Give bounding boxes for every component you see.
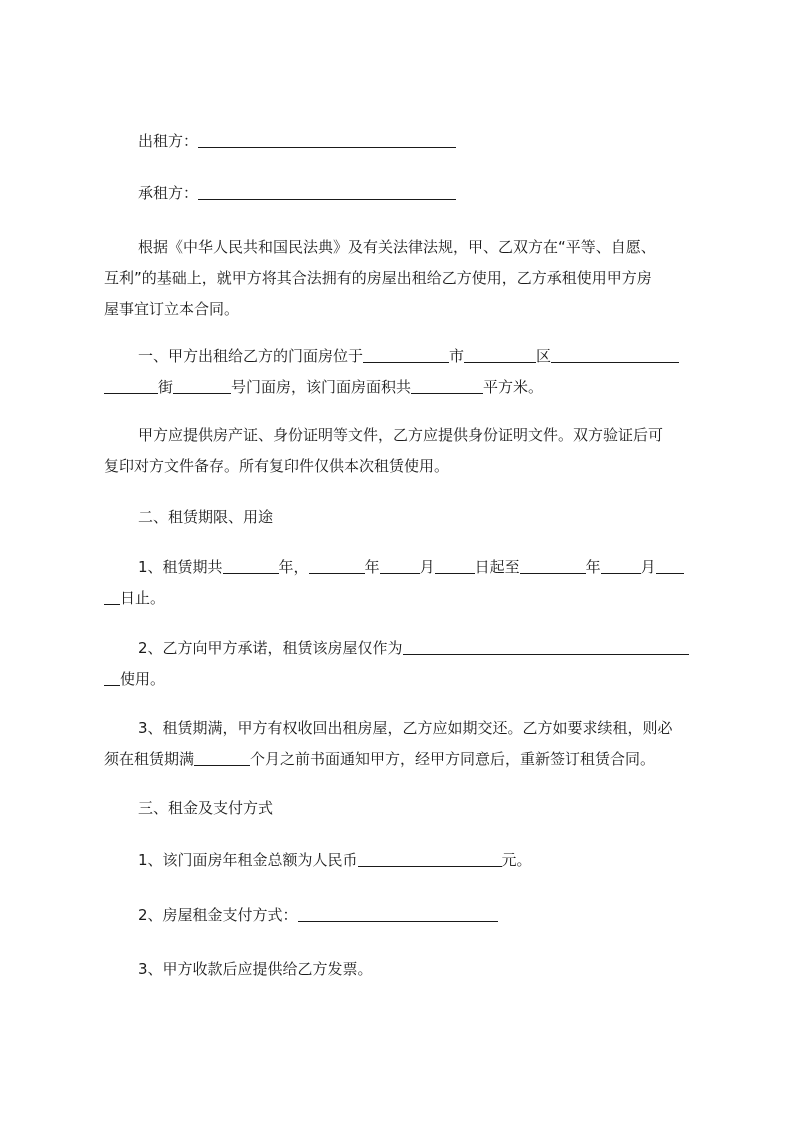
preamble-line: 根据《中华人民共和国民法典》及有关法律法规，甲、乙双方在“平等、自愿、 bbox=[138, 238, 656, 256]
street-blank[interactable] bbox=[551, 345, 679, 363]
term-line-1 bbox=[104, 552, 704, 583]
start-year-blank[interactable] bbox=[309, 556, 365, 574]
usage-blank[interactable] bbox=[403, 637, 689, 655]
start-day-blank[interactable] bbox=[435, 556, 475, 574]
payment-method-blank[interactable] bbox=[298, 904, 498, 922]
location-line-1 bbox=[104, 341, 704, 372]
lessee-label: 承租方： bbox=[138, 184, 199, 202]
area-blank[interactable] bbox=[411, 376, 483, 394]
district-blank[interactable] bbox=[464, 345, 536, 363]
location-heading-text: 一、甲方出租给乙方的门面房位于 bbox=[138, 347, 364, 365]
number-blank[interactable] bbox=[173, 376, 231, 394]
start-day-text: 日起至 bbox=[474, 558, 520, 576]
lessor-blank[interactable] bbox=[198, 130, 456, 148]
district-text: 区 bbox=[536, 347, 552, 365]
documents-line: 甲方应提供房产证、身份证明等文件，乙方应提供身份证明文件。双方验证后可 bbox=[138, 426, 664, 444]
start-month-blank[interactable] bbox=[380, 556, 420, 574]
start-year-text: 年 bbox=[364, 558, 380, 576]
annual-rent-line bbox=[104, 845, 704, 876]
renewal-line-1: 3、租赁期满，甲方有权收回出租房屋，乙方应如期交还。乙方如要求续租，则必 bbox=[138, 719, 673, 737]
renewal-suffix: 个月之前书面通知甲方，经甲方同意后，重新签订租赁合同。 bbox=[250, 750, 656, 768]
notice-months-blank[interactable] bbox=[194, 748, 250, 766]
term-end-text: 日止。 bbox=[120, 589, 166, 607]
documents-line: 复印对方文件备存。所有复印件仅供本次租赁使用。 bbox=[104, 457, 450, 475]
preamble-line: 屋事宜订立本合同。 bbox=[104, 300, 240, 318]
area-unit: 平方米。 bbox=[483, 378, 544, 396]
annual-rent-suffix: 元。 bbox=[501, 851, 532, 869]
payment-method-line bbox=[104, 900, 704, 931]
location-line-2 bbox=[104, 372, 704, 403]
term-years-blank[interactable] bbox=[223, 556, 279, 574]
start-month-text: 月 bbox=[419, 558, 435, 576]
end-day-blank-cont[interactable] bbox=[104, 587, 120, 605]
term-line-2 bbox=[104, 583, 704, 614]
term-prefix: 1、租赁期共 bbox=[138, 558, 223, 576]
term-year-text: 年， bbox=[278, 558, 309, 576]
end-month-text: 月 bbox=[640, 558, 656, 576]
end-year-text: 年 bbox=[585, 558, 601, 576]
usage-prefix: 2、乙方向甲方承诺，租赁该房屋仅作为 bbox=[138, 639, 403, 657]
usage-line-1 bbox=[104, 633, 704, 664]
section-3-heading: 三、租金及支付方式 bbox=[138, 799, 274, 817]
payment-method-label: 2、房屋租金支付方式： bbox=[138, 906, 298, 924]
lessee-blank[interactable] bbox=[198, 182, 456, 200]
number-text: 号门面房，该门面房面积共 bbox=[231, 378, 412, 396]
street-blank-cont[interactable] bbox=[104, 376, 158, 394]
annual-rent-blank[interactable] bbox=[358, 849, 502, 867]
section-2-heading: 二、租赁期限、用途 bbox=[138, 508, 274, 526]
invoice-line: 3、甲方收款后应提供给乙方发票。 bbox=[138, 960, 373, 978]
renewal-line-2 bbox=[104, 744, 704, 775]
city-text: 市 bbox=[449, 347, 465, 365]
annual-rent-prefix: 1、该门面房年租金总额为人民币 bbox=[138, 851, 358, 869]
lessee-line bbox=[104, 178, 704, 209]
street-text: 街 bbox=[158, 378, 174, 396]
end-year-blank[interactable] bbox=[520, 556, 586, 574]
lessor-label: 出租方： bbox=[138, 132, 199, 150]
end-month-blank[interactable] bbox=[601, 556, 641, 574]
usage-blank-cont[interactable] bbox=[104, 668, 120, 686]
usage-line-2 bbox=[104, 664, 704, 695]
preamble-line: 互利”的基础上，就甲方将其合法拥有的房屋出租给乙方使用，乙方承租使用甲方房 bbox=[104, 269, 652, 287]
renewal-prefix: 须在租赁期满 bbox=[104, 750, 195, 768]
city-blank[interactable] bbox=[363, 345, 449, 363]
usage-end-text: 使用。 bbox=[120, 670, 166, 688]
lessor-line bbox=[104, 126, 704, 157]
end-day-blank[interactable] bbox=[656, 556, 684, 574]
